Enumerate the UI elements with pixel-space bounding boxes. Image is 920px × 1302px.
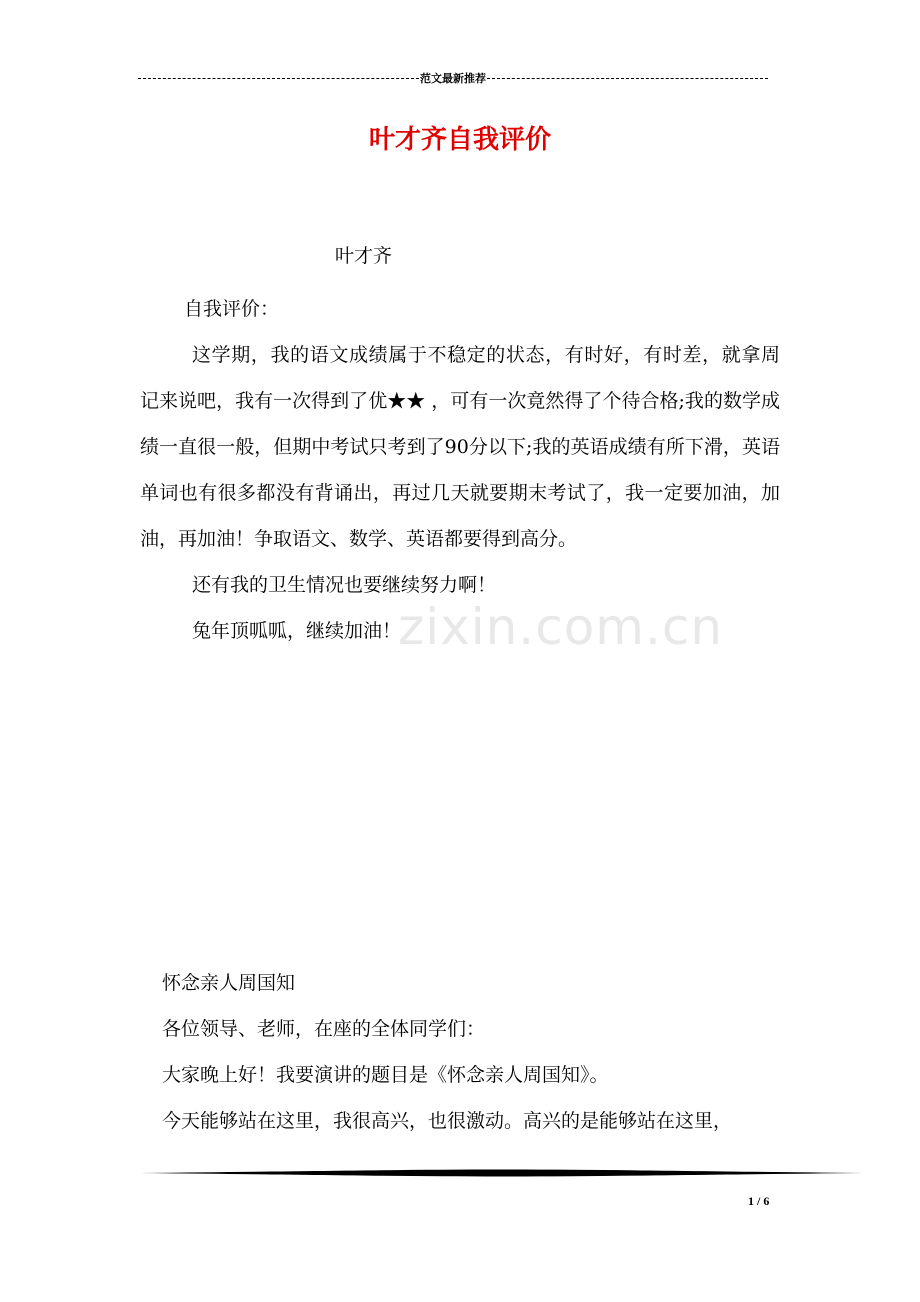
header-label: 范文最新推荐 (420, 72, 486, 85)
body-paragraph: 兔年顶呱呱，继续加油！ (192, 620, 402, 642)
speech-title: 怀念亲人周国知 (162, 972, 296, 994)
watermark: zixin.com.cn (398, 598, 724, 656)
speech-section (162, 960, 802, 1144)
page-number: 1 / 6 (748, 1194, 770, 1208)
header-dash-right (487, 78, 768, 79)
speech-line: 大家晚上好！我要演讲的题目是《怀念亲人周国知》。 (162, 1064, 609, 1086)
author-name: 叶才齐 (335, 245, 393, 267)
body-paragraph: 还有我的卫生情况也要继续努力啊！ (192, 574, 497, 596)
document-body (140, 286, 780, 654)
body-paragraph: 这学期，我的语文成绩属于不稳定的状态，有时好，有时差，就拿周记来说吧，我有一次得到了优★★ ，可有一次竟然得了个待合格;我的数学成绩一直很一般，但期中考试只考到了90分以下;我的英语成绩有所下滑，英语单词也有很多都没有背诵出，再过几天就要期末考试了，我一定要加油，加油，再加油！争取语文、数学、英语都要得到高分。 (140, 344, 780, 550)
footer-rule (140, 1168, 864, 1178)
document-title: 叶才齐自我评价 (368, 125, 551, 155)
section-label: 自我评价： (184, 298, 280, 320)
page-header (138, 70, 768, 86)
header-dash-left (138, 78, 419, 79)
speech-line: 各位领导、老师，在座的全体同学们： (162, 1018, 486, 1040)
speech-line: 今天能够站在这里，我很高兴，也很激动。高兴的是能够站在这里， (162, 1110, 733, 1132)
